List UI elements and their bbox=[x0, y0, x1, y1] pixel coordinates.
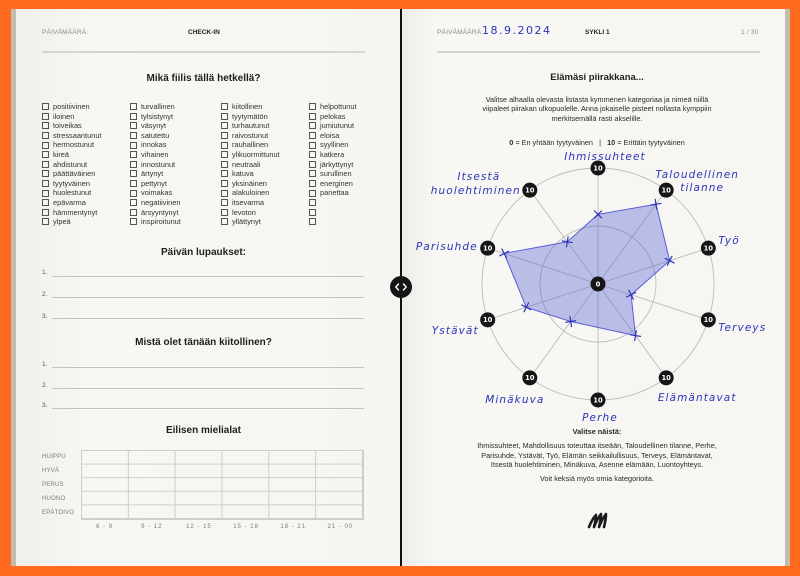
radar-max-label: 10 bbox=[661, 374, 671, 383]
mood-option-label: hämmentynyt bbox=[53, 207, 98, 217]
mood-option-label: kireä bbox=[53, 149, 70, 159]
choices-title: Valitse näistä: bbox=[572, 427, 622, 436]
cycle-label: SYKLI 1 bbox=[585, 29, 610, 36]
mood-option-label: toiveikas bbox=[53, 121, 82, 131]
radar-center-label: 0 bbox=[595, 280, 601, 289]
mood-graph-row-label: HUONO bbox=[42, 496, 66, 502]
mood-option-label: tyytymätön bbox=[232, 111, 268, 121]
radar-max-label: 10 bbox=[661, 186, 671, 195]
mood-option-label: huolestunut bbox=[53, 188, 92, 198]
gratitude-title: Mistä olet tänään kiitollinen? bbox=[135, 337, 272, 348]
brand-logo-icon bbox=[587, 511, 609, 529]
mood-option-label: voimakas bbox=[141, 188, 173, 198]
mood-option-label: turvallinen bbox=[141, 102, 175, 111]
mood-option-label: eloisa bbox=[320, 130, 340, 140]
mood-option-label: ylikuormittunut bbox=[232, 149, 280, 159]
mood-option-label: hermostunut bbox=[53, 140, 95, 150]
mood-graph-title: Eilisen mielialat bbox=[165, 425, 242, 436]
mood-option-label: helpottunut bbox=[320, 102, 357, 111]
mood-graph-column-label: 6 - 9 bbox=[96, 524, 114, 530]
mood-option-label: levoton bbox=[232, 207, 256, 217]
radar-axis-label[interactable]: Elämäntavat bbox=[657, 391, 737, 404]
radar-max-label: 10 bbox=[482, 244, 493, 253]
mood-option-label: satutettu bbox=[141, 130, 170, 140]
instructions-line: viipaleet piirakan ulkopuolelle. Anna jokaiselle pisteet nollasta kymppiin bbox=[482, 104, 712, 114]
radar-score-mark[interactable] bbox=[631, 335, 641, 337]
date-label: PÄIVÄMÄÄRÄ: bbox=[42, 29, 89, 36]
radar-axis-label[interactable]: Taloudellinen bbox=[655, 169, 740, 182]
mood-option-label: väsynyt bbox=[141, 121, 167, 131]
mood-option-label: stressaantunut bbox=[53, 130, 102, 140]
mood-graph-row-label: HUIPPU bbox=[42, 454, 66, 460]
mood-option-label: kiitollinen bbox=[232, 102, 263, 111]
radar-axis-label[interactable]: Työ bbox=[718, 235, 740, 248]
mood-option-label: katuva bbox=[232, 169, 254, 179]
promises-title: Päivän lupaukset: bbox=[160, 247, 247, 258]
mood-option-label: surullinen bbox=[320, 169, 352, 179]
radar-score-area bbox=[504, 204, 670, 335]
radar-max-label: 10 bbox=[703, 244, 714, 253]
radar-max-label: 10 bbox=[593, 396, 603, 405]
mood-option-label: epävarma bbox=[53, 197, 86, 207]
chevron-left-right-icon bbox=[394, 283, 408, 291]
radar-axis-label[interactable]: Ihmissuhteet bbox=[564, 151, 646, 163]
choices-line: Itsestä huolehtiminen, Minäkuva, Asenne elämään, Luontoyhteys. bbox=[490, 460, 704, 469]
mood-option-label: jumiutunut bbox=[320, 121, 355, 131]
mood-option-label: tyytyväinen bbox=[53, 178, 90, 188]
mood-graph-column-label: 9 - 12 bbox=[141, 524, 163, 530]
radar-max-label: 10 bbox=[593, 164, 603, 173]
radar-axis-label[interactable]: tilanne bbox=[680, 182, 725, 195]
mood-graph-column-label: 12 - 15 bbox=[186, 524, 212, 530]
radar-max-label: 10 bbox=[525, 186, 535, 195]
page-title: CHECK-IN bbox=[188, 29, 220, 36]
mood-option-label: energinen bbox=[320, 178, 353, 188]
promise-number: 3. bbox=[42, 313, 48, 320]
mood-option-label: ärsyyntynyt bbox=[141, 207, 179, 217]
mood-option-label: rauhallinen bbox=[232, 140, 269, 150]
gratitude-number: 1. bbox=[42, 361, 48, 368]
mood-option-label: negatiivinen bbox=[141, 197, 181, 207]
mood-option-label: tylsistynyt bbox=[141, 111, 174, 121]
mood-option-label: ylpeä bbox=[53, 217, 71, 227]
mood-option-label: positiivinen bbox=[53, 102, 90, 111]
mood-graph-row-label: PERUS bbox=[42, 482, 64, 488]
mood-option-label: panettaa bbox=[320, 188, 349, 198]
legend-min-text: = En yhtään tyytyväinen bbox=[515, 138, 593, 147]
date-label: PÄIVÄMÄÄRÄ: bbox=[437, 29, 484, 36]
mood-option-label: iloinen bbox=[53, 111, 75, 121]
mood-option-label: raivostunut bbox=[232, 130, 269, 140]
radar-axis-label[interactable]: Itsestä bbox=[457, 171, 501, 184]
mood-option-label: neutraali bbox=[232, 159, 261, 169]
gratitude-number: 3. bbox=[42, 402, 48, 409]
mood-option-label: innokas bbox=[141, 140, 167, 150]
mood-option-label: turhautunut bbox=[232, 121, 270, 131]
radar-axis-label[interactable]: huolehtiminen bbox=[430, 185, 521, 198]
mood-option-label: katkera bbox=[320, 149, 345, 159]
instructions-line: Valitse alhaalla olevasta listasta kymmenen kategoriaa ja nimeä niillä bbox=[485, 95, 709, 104]
mood-option-label: järkyttynyt bbox=[320, 159, 354, 169]
mood-option-label: innostunut bbox=[141, 159, 176, 169]
legend-max-text: = Erittäin tyytyväinen bbox=[617, 138, 685, 147]
mood-option-label: pettynyt bbox=[141, 178, 167, 188]
mood-graph-row-label: HYVÄ bbox=[42, 468, 60, 474]
mood-graph-column-label: 15 - 18 bbox=[233, 524, 259, 530]
mood-option-label: inspiroitunut bbox=[141, 217, 181, 227]
date-value[interactable]: 18.9.2024 bbox=[482, 24, 552, 37]
promise-number: 2. bbox=[42, 291, 48, 298]
promise-number: 1. bbox=[42, 269, 48, 276]
mood-option-label: ahdistunut bbox=[53, 159, 88, 169]
mood-option-label: yksinäinen bbox=[232, 178, 267, 188]
mood-option-label: päättäväinen bbox=[53, 169, 96, 179]
choices-list bbox=[417, 441, 777, 470]
page-counter: 1 / 30 bbox=[741, 29, 759, 36]
mood-title: Mikä fiilis tällä hetkellä? bbox=[146, 73, 261, 84]
pie-title: Elämäsi piirakkana... bbox=[550, 72, 644, 83]
mood-option-label: syyllinen bbox=[320, 140, 349, 150]
radar-axis-label[interactable]: Parisuhde bbox=[415, 241, 478, 254]
mood-option-label: yllättynyt bbox=[232, 217, 261, 227]
radar-axis-label[interactable]: Perhe bbox=[582, 412, 618, 424]
radar-max-label: 10 bbox=[703, 316, 714, 325]
radar-axis-label[interactable]: Ystävät bbox=[431, 324, 479, 337]
mood-option-label: ärtynyt bbox=[141, 169, 164, 179]
page-toggle-button[interactable] bbox=[390, 276, 412, 298]
mood-option-label: vihainen bbox=[141, 149, 169, 159]
footer-note: Voit keksiä myös omia kategorioita. bbox=[540, 474, 654, 483]
instructions-line: merkitsemällä rasti akselille. bbox=[551, 113, 643, 123]
mood-graph-column-label: 18 - 21 bbox=[280, 524, 307, 530]
mood-option-label: alakuloinen bbox=[232, 188, 270, 198]
mood-graph-row-label: EPÄTOIVO bbox=[42, 510, 75, 516]
choices-line: Parisuhde, Ystävät, Työ, Elämän seikkailullisuus, Terveys, Elämäntavat, bbox=[481, 450, 713, 460]
legend-min-value: 0 bbox=[509, 138, 514, 147]
mood-graph-column-label: 21 - 00 bbox=[327, 524, 354, 530]
choices-line: Ihmissuhteet, Mahdollisuus toteuttaa itseään, Taloudellinen tilanne, Perhe, bbox=[477, 441, 717, 450]
mood-option-label: itsevarma bbox=[232, 197, 265, 207]
radar-axis-label[interactable]: Minäkuva bbox=[485, 393, 545, 406]
radar-max-label: 10 bbox=[525, 374, 535, 383]
gratitude-number: 2. bbox=[42, 382, 48, 389]
mood-option-label: pelokas bbox=[320, 111, 346, 121]
radar-axis-label[interactable]: Terveys bbox=[718, 321, 767, 334]
legend-max-value: 10 bbox=[607, 138, 616, 147]
radar-max-label: 10 bbox=[482, 316, 493, 325]
legend-separator: | bbox=[599, 138, 601, 147]
